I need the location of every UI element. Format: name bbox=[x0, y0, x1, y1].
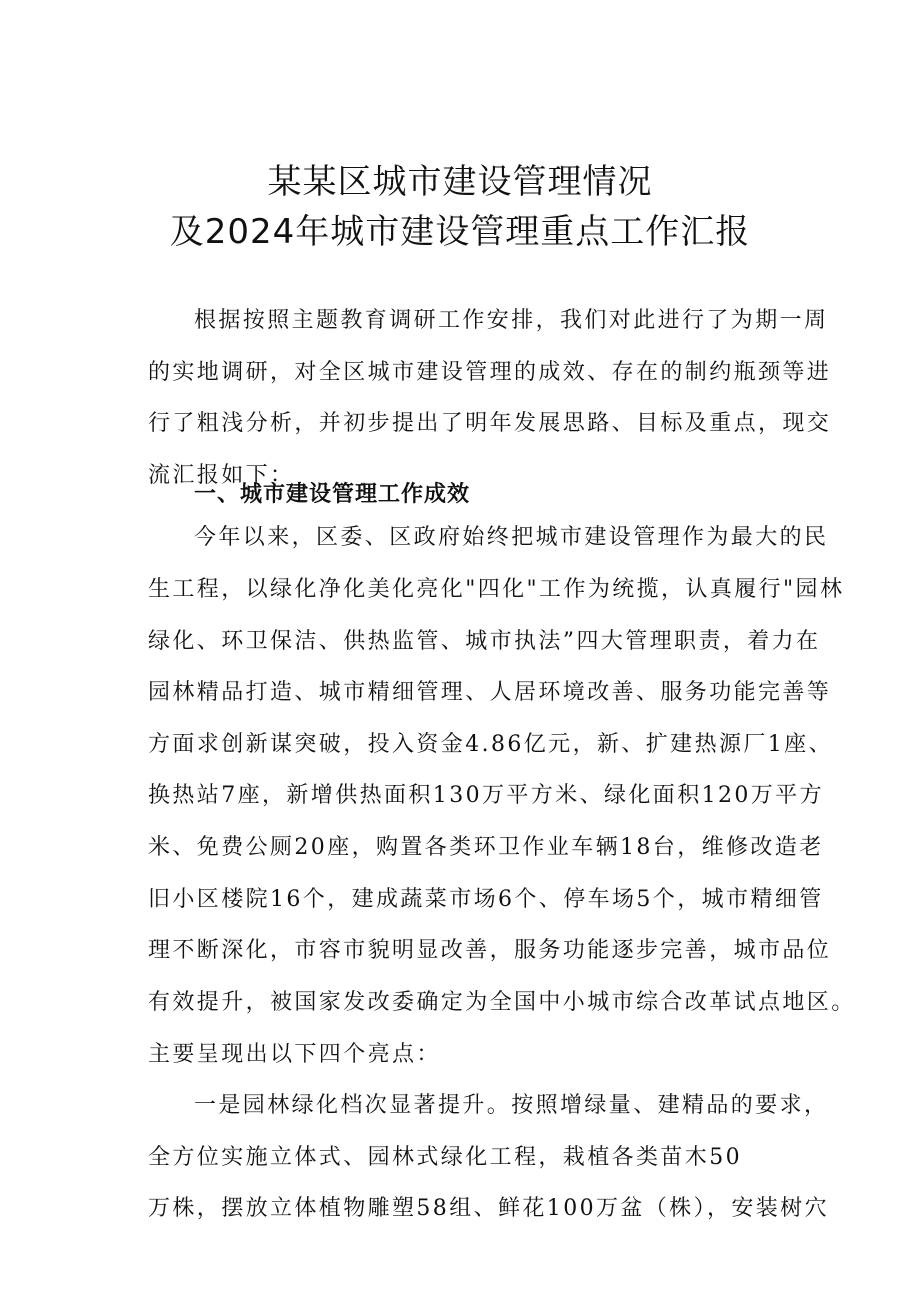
paragraph-line: 全方位实施立体式、园林式绿化工程，栽植各类苗木50 bbox=[148, 1145, 742, 1170]
document-title-line-1: 某某区城市建设管理情况 bbox=[267, 162, 653, 202]
paragraph-line: 行了粗浅分析，并初步提出了明年发展思路、目标及重点，现交 bbox=[148, 411, 832, 436]
paragraph-line: 流汇报如下： bbox=[148, 463, 295, 488]
paragraph-line: 今年以来，区委、区政府始终把城市建设管理作为最大的民 bbox=[194, 525, 829, 550]
paragraph-line: 万株，摆放立体植物雕塑58组、鲜花100万盆（株），安装树穴 bbox=[148, 1196, 829, 1221]
paragraph-line: 旧小区楼院16个，建成蔬菜市场6个、停车场5个，城市精细管 bbox=[148, 887, 824, 912]
paragraph-line: 主要呈现出以下四个亮点： bbox=[148, 1042, 441, 1067]
paragraph-line: 园林精品打造、城市精细管理、人居环境改善、服务功能完善等 bbox=[148, 680, 832, 705]
paragraph-line: 米、免费公厕20座，购置各类环卫作业车辆18台，维修改造老 bbox=[148, 835, 824, 860]
paragraph-line: 方面求创新谋突破，投入资金4.86亿元，新、扩建热源厂1座、 bbox=[148, 732, 833, 757]
paragraph-line: 绿化、环卫保洁、供热监管、城市执法”四大管理职责，着力在 bbox=[148, 629, 821, 654]
paragraph-line: 换热站7座，新增供热面积130万平方米、绿化面积120万平方 bbox=[148, 783, 824, 808]
paragraph-line: 根据按照主题教育调研工作安排，我们对此进行了为期一周 bbox=[194, 308, 829, 333]
section-heading: 一、城市建设管理工作成效 bbox=[194, 482, 471, 507]
paragraph-line: 一是园林绿化档次显著提升。按照增绿量、建精品的要求， bbox=[194, 1093, 829, 1118]
document-title-line-2: 及2024年城市建设管理重点工作汇报 bbox=[169, 212, 751, 252]
paragraph-line: 有效提升，被国家发改委确定为全国中小城市综合改革试点地区。 bbox=[148, 990, 856, 1015]
paragraph-line: 理不断深化，市容市貌明显改善，服务功能逐步完善，城市品位 bbox=[148, 938, 832, 963]
paragraph-line: 生工程，以绿化净化美化亮化"四化"工作为统揽，认真履行"园林 bbox=[148, 577, 845, 602]
paragraph-line: 的实地调研，对全区城市建设管理的成效、存在的制约瓶颈等进 bbox=[148, 360, 832, 385]
